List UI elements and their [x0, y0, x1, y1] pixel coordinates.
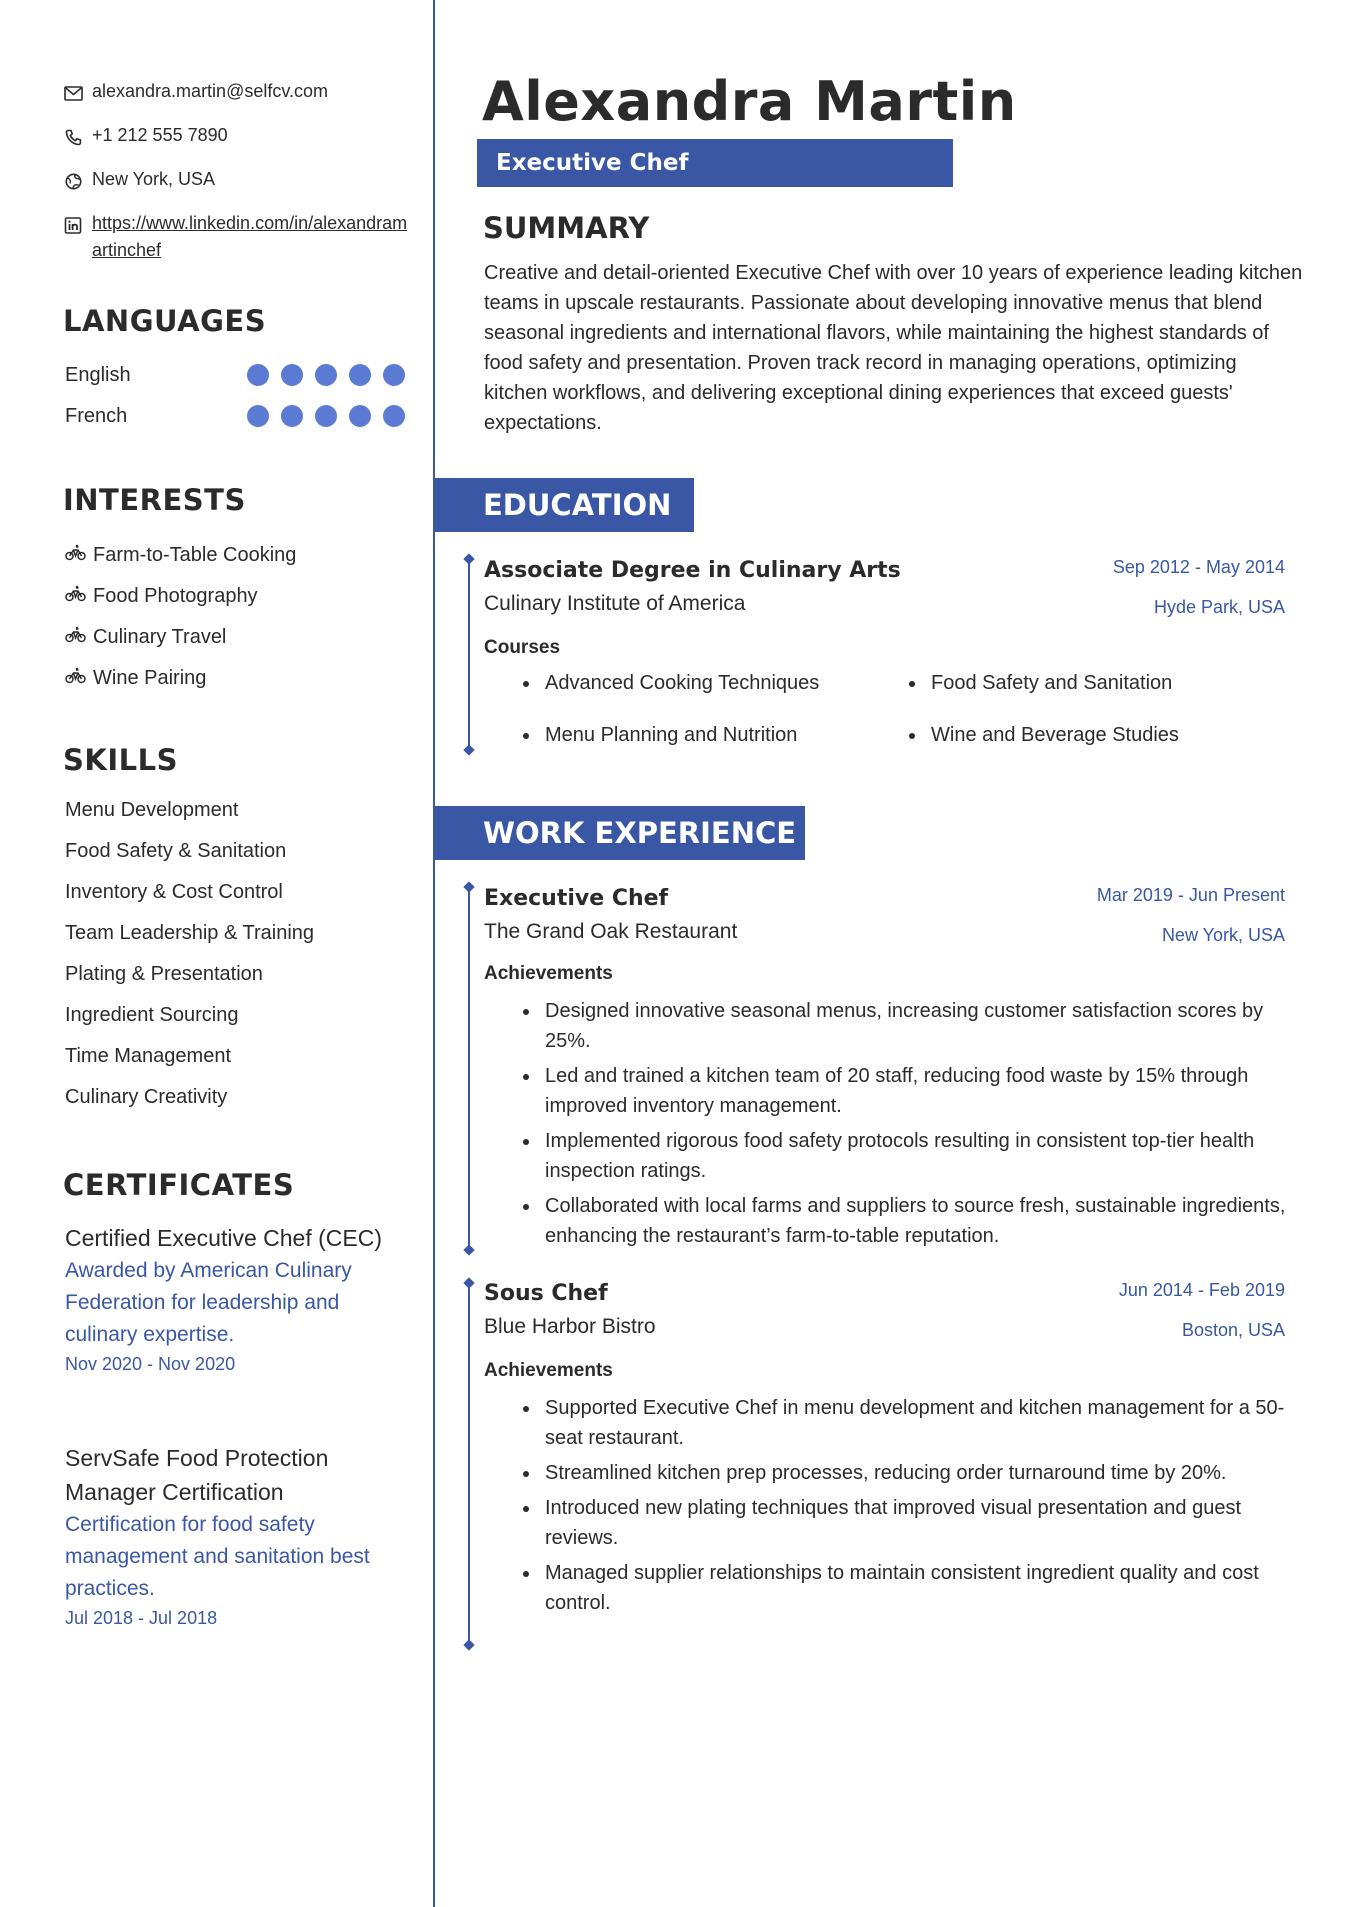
level-dot	[247, 405, 269, 427]
sidebar	[0, 0, 433, 1907]
language-name: French	[65, 404, 128, 427]
achievements-list	[541, 996, 1301, 1256]
experience-heading: WORK EXPERIENCE	[435, 806, 805, 860]
certificate-date: Jul 2018 - Jul 2018	[65, 1608, 218, 1628]
email-text[interactable]: alexandra.martin@selfcv.com	[92, 81, 329, 101]
list-item: Culinary Creativity	[65, 1086, 228, 1108]
contact-phone	[64, 122, 414, 154]
level-dot	[383, 405, 405, 427]
certificates-heading: CERTIFICATES	[63, 1168, 295, 1202]
courses-label: Courses	[484, 637, 561, 658]
job-location: Boston, USA	[1181, 1320, 1285, 1340]
level-dot	[315, 364, 337, 386]
interest-label: Food Photography	[93, 585, 258, 607]
phone-text: +1 212 555 7890	[92, 125, 228, 145]
summary-text: Creative and detail-oriented Executive Chef with over 10 years of experience leading kitchen teams in upscale restaurants. Passionate about developing innovative menus that blend seasonal ingredients and international flavors, while maintaining the highest standards of food safety and presentation. Proven track record in managing operations, optimizing kitchen workflows, and delivering exceptional dining experiences that exceed guests' expectations.	[484, 262, 1303, 434]
school-name: Culinary Institute of America	[484, 592, 746, 615]
contact-location	[64, 166, 414, 198]
summary-heading: SUMMARY	[483, 211, 650, 245]
main-content	[435, 0, 1350, 1907]
list-item: Team Leadership & Training	[65, 922, 315, 944]
list-item	[65, 617, 296, 658]
languages-heading: LANGUAGES	[63, 304, 267, 338]
skills-list	[65, 795, 314, 1123]
language-row	[65, 401, 405, 431]
interests-list	[65, 535, 296, 699]
language-level-dots	[247, 364, 405, 386]
bicycle-icon	[65, 544, 93, 567]
job-dates: Mar 2019 - Jun Present	[1096, 885, 1285, 905]
job-title: Sous Chef	[484, 1281, 608, 1306]
achievements-list	[541, 1393, 1301, 1623]
list-item: • Collaborated with local farms and suppliers to source fresh, sustainable ingredients, enhancing the restaurant’s farm-to-table reputation.	[541, 1191, 1301, 1251]
language-name: English	[65, 363, 131, 386]
level-dot	[281, 364, 303, 386]
timeline-line	[468, 558, 470, 750]
bicycle-icon	[65, 585, 93, 608]
linkedin-icon	[64, 210, 92, 242]
certificate-item	[65, 1441, 410, 1631]
certificate-name: Certified Executive Chef (CEC)	[65, 1225, 382, 1251]
certificate-name: ServSafe Food Protection Manager Certification	[65, 1445, 329, 1505]
level-dot	[281, 405, 303, 427]
education-dates: Sep 2012 - May 2014	[1112, 557, 1285, 577]
bicycle-icon	[65, 667, 93, 690]
certificate-date: Nov 2020 - Nov 2020	[65, 1354, 236, 1374]
contact-linkedin	[64, 210, 414, 264]
list-item: • Led and trained a kitchen team of 20 staff, reducing food waste by 15% through improved inventory management.	[541, 1061, 1301, 1121]
list-item: Time Management	[65, 1045, 231, 1067]
list-item: Ingredient Sourcing	[65, 1004, 239, 1026]
list-item: • Wine and Beverage Studies	[927, 720, 1243, 750]
contact-info	[64, 78, 414, 276]
list-item: • Managed supplier relationships to maintain consistent ingredient quality and cost control.	[541, 1558, 1301, 1618]
candidate-name: Alexandra Martin	[482, 70, 1017, 133]
achievements-label: Achievements	[484, 1360, 613, 1381]
courses-list	[523, 668, 1243, 750]
job-dates: Jun 2014 - Feb 2019	[1118, 1280, 1285, 1300]
contact-email	[64, 78, 414, 110]
list-item: • Designed innovative seasonal menus, increasing customer satisfaction scores by 25%.	[541, 996, 1301, 1056]
certificate-description: Awarded by American Culinary Federation for leadership and culinary expertise.	[65, 1259, 352, 1346]
list-item: Plating & Presentation	[65, 963, 263, 985]
timeline-marker	[463, 553, 474, 564]
level-dot	[383, 364, 405, 386]
location-text: New York, USA	[92, 169, 216, 189]
level-dot	[315, 405, 337, 427]
bicycle-icon	[65, 626, 93, 649]
language-level-dots	[247, 405, 405, 427]
list-item: • Implemented rigorous food safety protocols resulting in consistent top-tier health inspection ratings.	[541, 1126, 1301, 1186]
skills-heading: SKILLS	[63, 743, 178, 777]
envelope-icon	[64, 78, 92, 110]
timeline-line	[468, 886, 470, 1251]
phone-icon	[64, 122, 92, 154]
job-location: New York, USA	[1161, 925, 1285, 945]
interest-label: Culinary Travel	[93, 626, 227, 648]
interest-label: Farm-to-Table Cooking	[93, 544, 297, 566]
timeline-line	[468, 1282, 470, 1646]
level-dot	[349, 364, 371, 386]
timeline-marker	[463, 881, 474, 892]
list-item	[65, 658, 296, 699]
timeline-marker	[463, 1244, 474, 1255]
certificate-description: Certification for food safety management and sanitation best practices.	[65, 1513, 370, 1600]
timeline-marker	[463, 744, 474, 755]
list-item	[65, 576, 296, 617]
list-item: • Advanced Cooking Techniques	[541, 668, 909, 698]
certificate-item	[65, 1221, 410, 1377]
language-row	[65, 360, 405, 390]
list-item: • Menu Planning and Nutrition	[541, 720, 909, 750]
list-item	[65, 535, 296, 576]
company-name: Blue Harbor Bistro	[484, 1315, 656, 1338]
company-name: The Grand Oak Restaurant	[484, 920, 738, 943]
degree-title: Associate Degree in Culinary Arts	[484, 558, 901, 583]
list-item: • Introduced new plating techniques that improved visual presentation and guest reviews.	[541, 1493, 1301, 1553]
timeline-marker	[463, 1277, 474, 1288]
interest-label: Wine Pairing	[93, 667, 207, 689]
list-item: Menu Development	[65, 799, 239, 821]
education-heading: EDUCATION	[435, 478, 694, 532]
list-item: • Supported Executive Chef in menu development and kitchen management for a 50-seat restaurant.	[541, 1393, 1301, 1453]
level-dot	[349, 405, 371, 427]
education-location: Hyde Park, USA	[1153, 597, 1285, 617]
timeline-marker	[463, 1639, 474, 1650]
level-dot	[247, 364, 269, 386]
list-item: • Streamlined kitchen prep processes, reducing order turnaround time by 20%.	[541, 1458, 1301, 1488]
interests-heading: INTERESTS	[63, 483, 246, 517]
list-item: • Food Safety and Sanitation	[927, 668, 1243, 698]
job-title: Executive Chef	[484, 886, 669, 911]
list-item: Inventory & Cost Control	[65, 881, 283, 903]
job-title-bar: Executive Chef	[477, 139, 953, 187]
list-item: Food Safety & Sanitation	[65, 840, 287, 862]
achievements-label: Achievements	[484, 963, 613, 984]
linkedin-link[interactable]: https://www.linkedin.com/in/alexandramartinchef	[92, 213, 408, 260]
globe-icon	[64, 166, 92, 198]
